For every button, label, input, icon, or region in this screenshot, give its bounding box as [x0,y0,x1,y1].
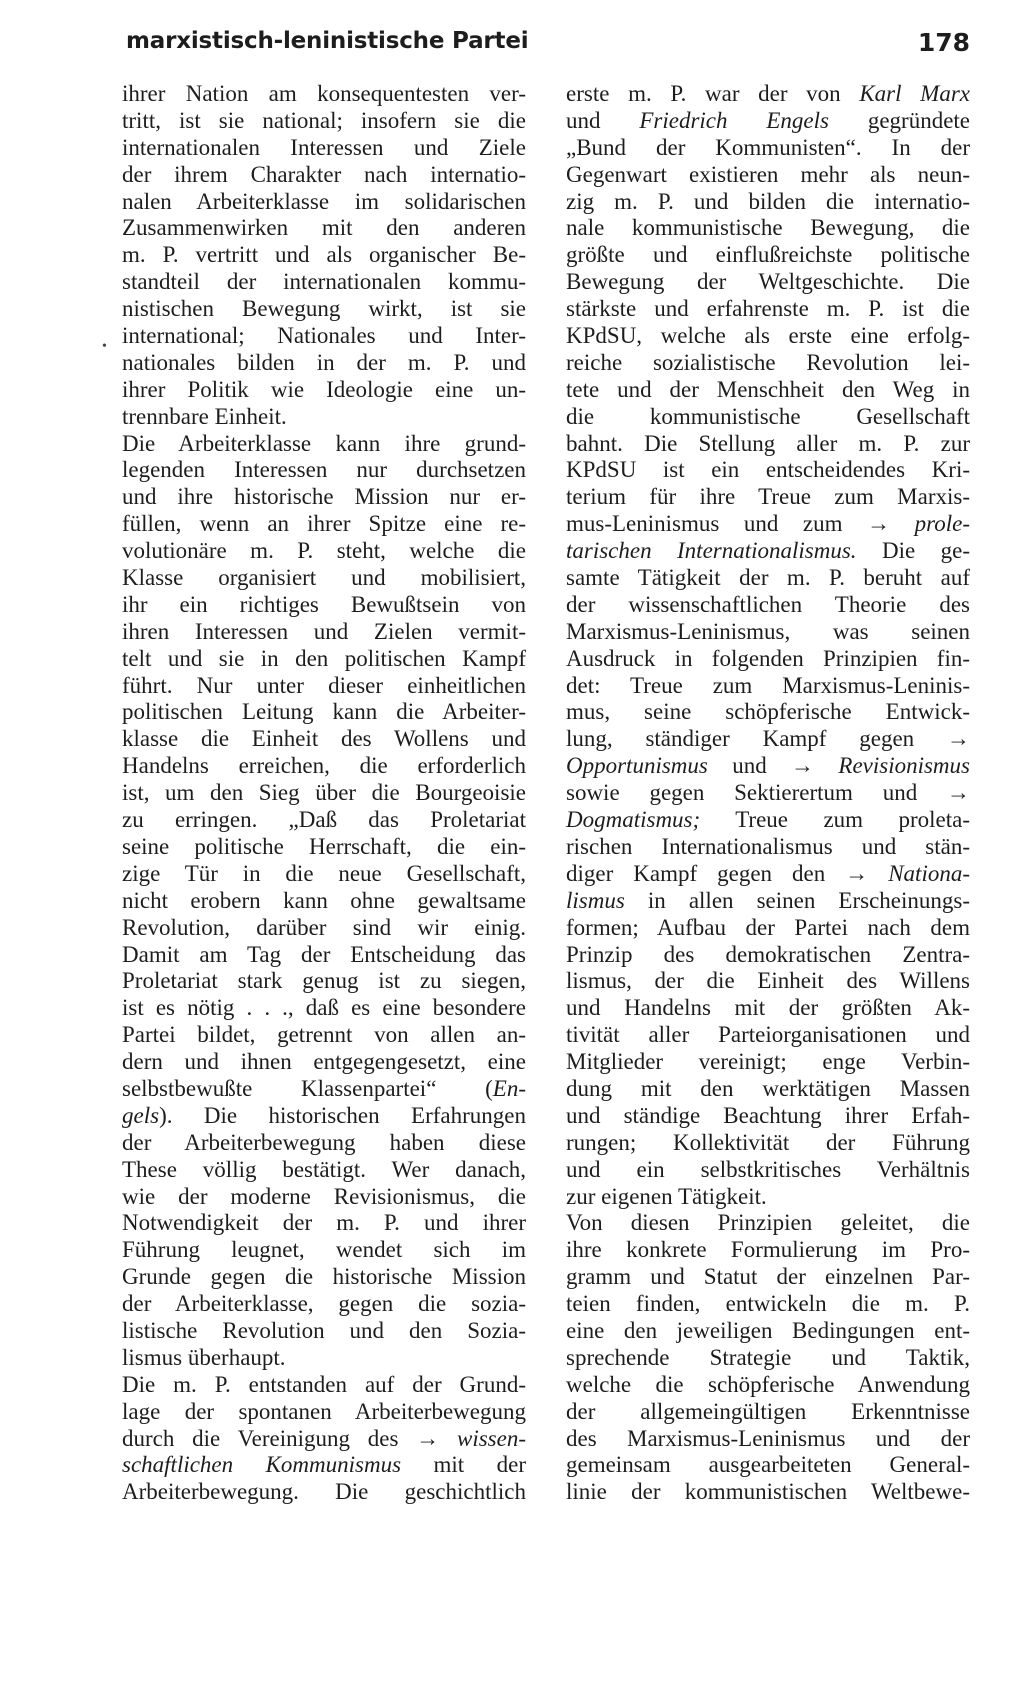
text-line: Arbeiterbewegung. Die geschichtlich [122,1479,526,1505]
text-line: Von diesen Prinzipien geleitet, die [566,1210,970,1236]
text-line: ihrer Nation am konsequentesten ver- [122,81,526,106]
text-line: mus, seine schöpferische Entwick- [566,699,970,725]
text-line: tivität aller Parteiorganisationen und [566,1022,970,1048]
text-line: durch die Vereinigung des → wissen- [122,1425,526,1451]
text-line: diger Kampf gegen den → Nationa- [566,860,970,886]
text-line: Notwendigkeit der m. P. und ihrer [122,1210,526,1236]
text-line: dung mit den werktätigen Massen [566,1075,970,1101]
text-line: stärkste und erfahrenste m. P. ist die [566,296,970,322]
text-line: ihr ein richtiges Bewußtsein von [122,591,526,617]
text-line: zige Tür in die neue Gesellschaft, [122,860,526,886]
text-line: der ihrem Charakter nach internatio- [122,161,526,187]
text-line: These völlig bestätigt. Wer danach, [122,1156,526,1182]
text-line: Partei bildet, getrennt von allen an- [122,1022,526,1048]
text-line: ist es nötig . . ., daß es eine besondere [122,995,526,1021]
text-line: lismus in allen seinen Erscheinungs- [566,887,970,913]
text-line: schaftlichen Kommunismus mit der [122,1452,526,1478]
text-line: Die m. P. entstanden auf der Grund- [122,1371,526,1397]
text-line: klasse die Einheit des Wollens und [122,726,526,752]
text-line: Marxismus-Leninismus, was seinen [566,618,970,644]
text-line: volutionäre m. P. steht, welche die [122,538,526,564]
left-column [122,81,526,1506]
text-line: rischen Internationalismus und stän- [566,833,970,859]
text-line: und ein selbstkritisches Verhältnis [566,1156,970,1182]
text-line: und ständige Beachtung ihrer Erfah- [566,1102,970,1128]
text-line: KPdSU, welche als erste eine erfolg- [566,323,970,349]
text-line: „Bund der Kommunisten“. In der [566,134,970,160]
text-line: legenden Interessen nur durchsetzen [122,457,526,483]
text-line: eine den jeweiligen Bedingungen ent- [566,1317,970,1343]
text-line: international; Nationales und Inter- [122,323,526,349]
text-line: selbstbewußte Klassenpartei“ (En- [122,1075,526,1101]
text-line: tritt, ist sie national; insofern sie die [122,107,526,133]
text-line: Bewegung der Weltgeschichte. Die [566,269,970,295]
text-line: des Marxismus-Leninismus und der [566,1425,970,1451]
text-line: und ihre historische Mission nur er- [122,484,526,510]
text-line: Die Arbeiterklasse kann ihre grund- [122,430,526,456]
text-line: der allgemeingültigen Erkenntnisse [566,1398,970,1424]
text-line: Klasse organisiert und mobilisiert, [122,565,526,591]
text-line: welche die schöpferische Anwendung [566,1371,970,1397]
text-line: zig m. P. und bilden die internatio- [566,188,970,214]
text-line: Revolution, darüber sind wir einig. [122,914,526,940]
text-line: KPdSU ist ein entscheidendes Kri- [566,457,970,483]
text-line: nale kommunistische Bewegung, die [566,215,970,241]
text-line: linie der kommunistischen Weltbewe- [566,1479,970,1505]
text-line: bahnt. Die Stellung aller m. P. zur [566,430,970,456]
text-line: mus-Leninismus und zum → prole- [566,511,970,537]
running-head: marxistisch-leninistische Partei [126,28,529,54]
text-line: erste m. P. war der von Karl Marx [566,81,970,106]
text-line: internationalen Interessen und Ziele [122,134,526,160]
margin-dot: • [102,339,107,354]
text-line: nalen Arbeiterklasse im solidarischen [122,188,526,214]
page-number: 178 [917,28,970,57]
text-line: ihrer Politik wie Ideologie eine un- [122,376,526,402]
text-line: standteil der internationalen kommu- [122,269,526,295]
text-line: ihren Interessen und Zielen vermit- [122,618,526,644]
text-line: tete und der Menschheit den Weg in [566,376,970,402]
text-line: Proletariat stark genug ist zu siegen, [122,968,526,994]
text-line: politischen Leitung kann die Arbeiter- [122,699,526,725]
text-line: sprechende Strategie und Taktik, [566,1344,970,1370]
text-line: telt und sie in den politischen Kampf [122,645,526,671]
text-line: Damit am Tag der Entscheidung das [122,941,526,967]
text-line: gramm und Statut der einzelnen Par- [566,1264,970,1290]
text-line: m. P. vertritt und als organischer Be- [122,242,526,268]
text-line: formen; Aufbau der Partei nach dem [566,914,970,940]
text-line: nicht erobern kann ohne gewaltsame [122,887,526,913]
text-line: ihre konkrete Formulierung im Pro- [566,1237,970,1263]
text-line: lismus überhaupt. [122,1344,286,1370]
text-line: der Arbeiterklasse, gegen die sozia- [122,1291,526,1317]
text-line: det: Treue zum Marxismus-Leninis- [566,672,970,698]
text-line: und Handelns mit der größten Ak- [566,995,970,1021]
text-line: zu erringen. „Daß das Proletariat [122,807,526,833]
text-line: rungen; Kollektivität der Führung [566,1129,970,1155]
text-line: Prinzip des demokratischen Zentra- [566,941,970,967]
text-line: Mitglieder vereinigt; enge Verbin- [566,1049,970,1075]
text-line: der Arbeiterbewegung haben diese [122,1129,526,1155]
text-line: führt. Nur unter dieser einheitlichen [122,672,526,698]
page-header [126,26,970,66]
text-line: samte Tätigkeit der m. P. beruht auf [566,565,970,591]
text-line: größte und einflußreichste politische [566,242,970,268]
text-line: der wissenschaftlichen Theorie des [566,591,970,617]
text-line: wie der moderne Revisionismus, die [122,1183,526,1209]
text-line: und Friedrich Engels gegründete [566,107,970,133]
right-column [566,81,970,1506]
text-line: ist, um den Sieg über die Bourgeoisie [122,780,526,806]
text-line: zur eigenen Tätigkeit. [566,1183,767,1209]
text-line: Dogmatismus; Treue zum proleta- [566,807,970,833]
text-line: füllen, wenn an ihrer Spitze eine re- [122,511,526,537]
text-line: terium für ihre Treue zum Marxis- [566,484,970,510]
text-line: lismus, der die Einheit des Willens [566,968,970,994]
text-line: gels). Die historischen Erfahrungen [122,1102,526,1128]
text-line: gemeinsam ausgearbeiteten General- [566,1452,970,1478]
text-line: teien finden, entwickeln die m. P. [566,1291,970,1317]
text-line: lage der spontanen Arbeiterbewegung [122,1398,526,1424]
text-line: Gegenwart existieren mehr als neun- [566,161,970,187]
text-line: Grunde gegen die historische Mission [122,1264,526,1290]
text-line: nationales bilden in der m. P. und [122,349,526,375]
text-line: sowie gegen Sektierertum und → [566,780,970,806]
text-line: Zusammenwirken mit den anderen [122,215,526,241]
text-line: lung, ständiger Kampf gegen → [566,726,970,752]
text-line: die kommunistische Gesellschaft [566,403,970,429]
text-line: dern und ihnen entgegengesetzt, eine [122,1049,526,1075]
text-line: listische Revolution und den Sozia- [122,1317,526,1343]
text-line: tarischen Internationalismus. Die ge- [566,538,970,564]
text-line: seine politische Herrschaft, die ein- [122,833,526,859]
text-line: Führung leugnet, wendet sich im [122,1237,526,1263]
text-line: Ausdruck in folgenden Prinzipien fin- [566,645,970,671]
text-line: Handelns erreichen, die erforderlich [122,753,526,779]
text-line: reiche sozialistische Revolution lei- [566,349,970,375]
text-line: trennbare Einheit. [122,403,287,429]
text-line: Opportunismus und → Revisionismus [566,753,970,779]
text-line: nistischen Bewegung wirkt, ist sie [122,296,526,322]
